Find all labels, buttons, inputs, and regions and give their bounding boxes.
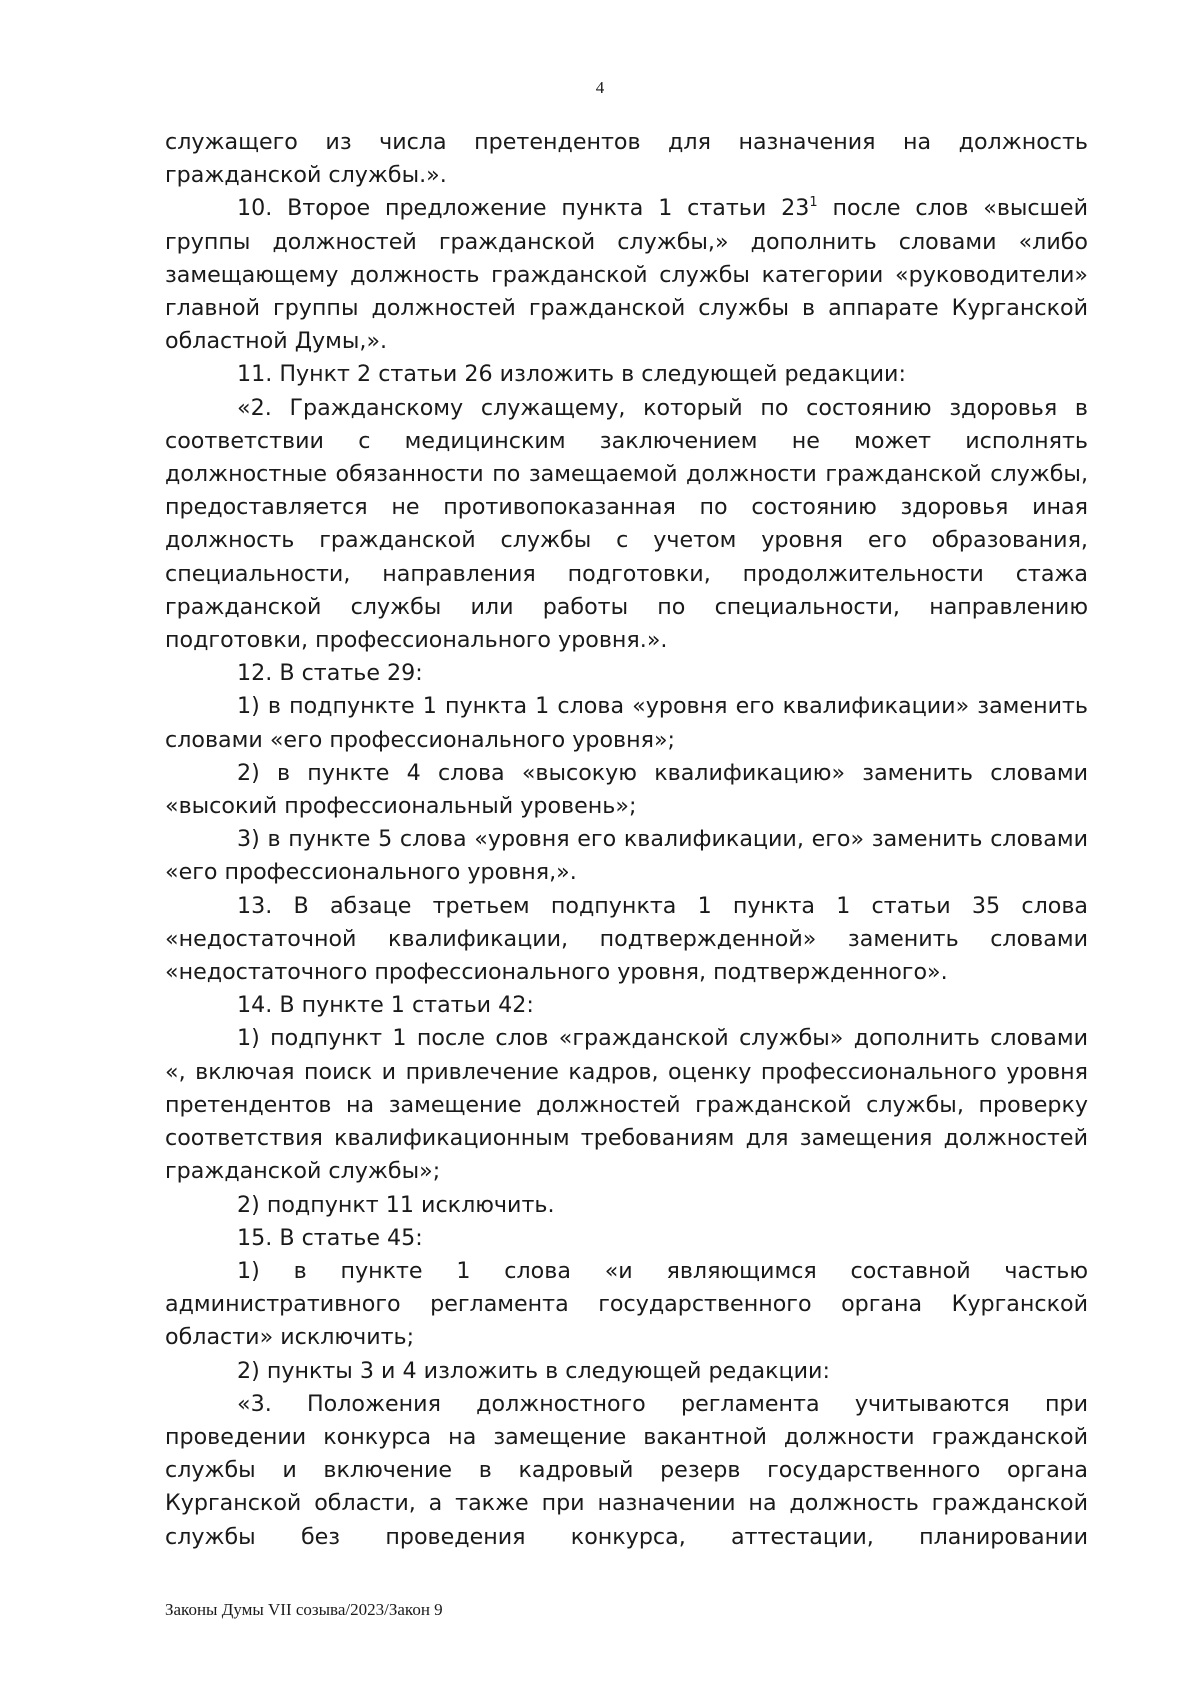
paragraph-item-15-sub-2: 2) пункты 3 и 4 изложить в следующей редакции:: [237, 1357, 830, 1384]
paragraph-item-15-sub-1: 1) в пункте 1 слова «и являющимся составной частью административного регламента государственного органа Курганской области» исключить;: [165, 1257, 1088, 1351]
paragraph-item-14: 14. В пункте 1 статьи 42:: [237, 992, 534, 1019]
paragraph-item-10: [165, 192, 1088, 358]
paragraph-item-12-sub-3: 3) в пункте 5 слова «уровня его квалификации, его» заменить словами «его профессионального уровня,».: [165, 826, 1088, 886]
superscript-index: 1: [809, 195, 818, 211]
paragraph-item-12-sub-2: 2) в пункте 4 слова «высокую квалификацию» заменить словами «высокий профессиональный уровень»;: [165, 759, 1088, 820]
paragraph-item-12: 12. В статье 29:: [237, 660, 423, 687]
paragraph-item-15-quote: «3. Положения должностного регламента учитываются при проведении конкурса на замещение вакантной должности гражданской службы и включение в кадровый резерв государственного органа Курганской области, а также при назначении на должность гражданской службы без проведения конкурса, аттестации, планировании: [165, 1390, 1088, 1550]
paragraph-item-14-sub-1: 1) подпункт 1 после слов «гражданской службы» дополнить словами «, включая поиск и привлечение кадров, оценку профессионального уровня претендентов на замещение должностей гражданской службы, проверку соответствия квалификационным требованиям для замещения должностей гражданской службы»;: [165, 1025, 1088, 1185]
page-number: 4: [595, 78, 605, 97]
paragraph-item-13: 13. В абзаце третьем подпункта 1 пункта 1 статьи 35 слова «недостаточной квалификации, подтвержденной» заменить словами «недостаточного профессионального уровня, подтвержденного».: [165, 892, 1088, 986]
paragraph-item-10-start: 10. Второе предложение пункта 1 статьи 23: [237, 195, 810, 222]
paragraph-continuation: служащего из числа претендентов для назначения на должность гражданской службы.».: [165, 129, 1088, 189]
paragraph-item-11-quote: «2. Гражданскому служащему, который по состоянию здоровья в соответствии с медицинским заключением не может исполнять должностные обязанности по замещаемой должности гражданской службы, предоставляется не противопоказанная по состоянию здоровья иная должность гражданской службы с учетом уровня его образования, специальности, направления подготовки, продолжительности стажа гражданской службы или работы по специальности, направлению подготовки, профессионального уровня.».: [165, 394, 1088, 654]
paragraph-item-10-end: после слов «высшей группы должностей гражданской службы,» дополнить словами «либо замещающему должность гражданской службы категории «руководители» главной группы должностей гражданской службы в аппарате Курганской областной Думы,».: [165, 195, 1088, 355]
paragraph-item-14-sub-2: 2) подпункт 11 исключить.: [237, 1191, 555, 1218]
paragraph-item-12-sub-1: 1) в подпункте 1 пункта 1 слова «уровня его квалификации» заменить словами «его профессионального уровня»;: [165, 693, 1088, 753]
document-body: [165, 126, 1088, 1554]
document-footer: Законы Думы VII созыва/2023/Закон 9: [165, 1600, 443, 1619]
paragraph-item-15: 15. В статье 45:: [237, 1224, 423, 1251]
paragraph-item-11: 11. Пункт 2 статьи 26 изложить в следующей редакции:: [237, 361, 906, 388]
